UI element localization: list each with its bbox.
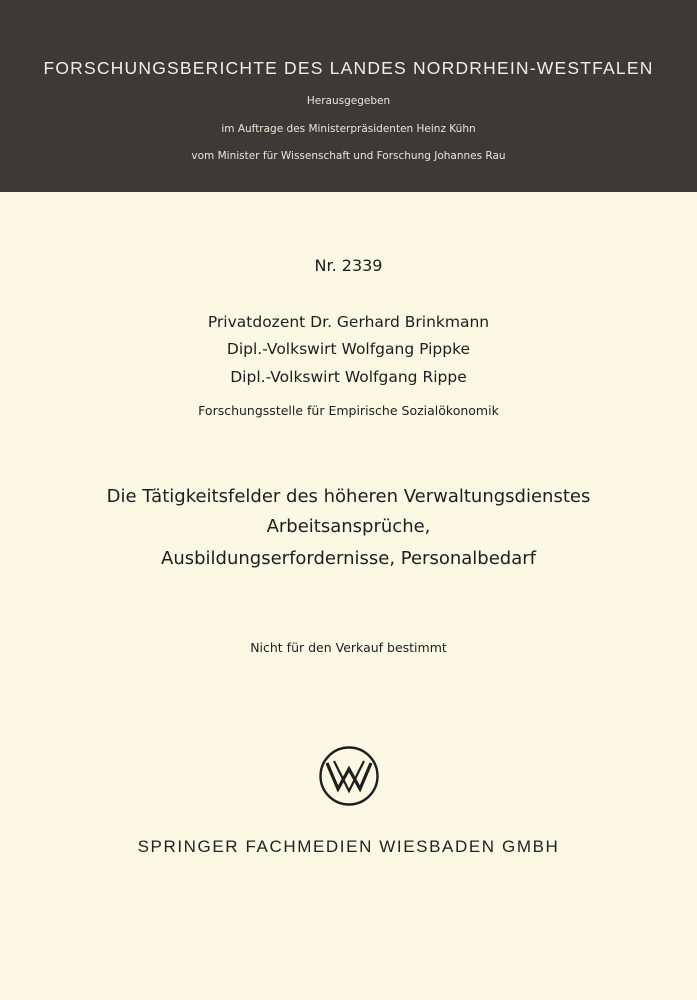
- title-line-2: Arbeitsansprüche,: [266, 516, 431, 537]
- publisher: SPRINGER FACHMEDIEN WIESBADEN GMBH: [137, 837, 560, 856]
- series-title: FORSCHUNGSBERICHTE DES LANDES NORDRHEIN-WESTFALEN: [43, 58, 654, 78]
- author-2: Dipl.-Volkswirt Wolfgang Pippke: [226, 340, 471, 358]
- author-1: Privatdozent Dr. Gerhard Brinkmann: [207, 313, 490, 331]
- editor-line: Herausgegeben: [306, 95, 391, 107]
- sale-notice: Nicht für den Verkauf bestimmt: [250, 640, 447, 655]
- institute: Forschungsstelle für Empirische Sozialökonomik: [198, 403, 499, 418]
- commission-line: im Auftrage des Ministerpräsidenten Heinz Kühn: [221, 123, 476, 135]
- minister-line: vom Minister für Wissenschaft und Forschung Johannes Rau: [191, 150, 506, 162]
- report-number: Nr. 2339: [314, 256, 383, 275]
- springer-vw-logo-icon: [318, 745, 380, 807]
- header-band: [0, 0, 697, 192]
- author-3: Dipl.-Volkswirt Wolfgang Rippe: [230, 368, 467, 386]
- title-line-1: Die Tätigkeitsfelder des höheren Verwaltungsdienstes: [106, 486, 591, 507]
- title-line-3: Ausbildungserfordernisse, Personalbedarf: [161, 548, 536, 569]
